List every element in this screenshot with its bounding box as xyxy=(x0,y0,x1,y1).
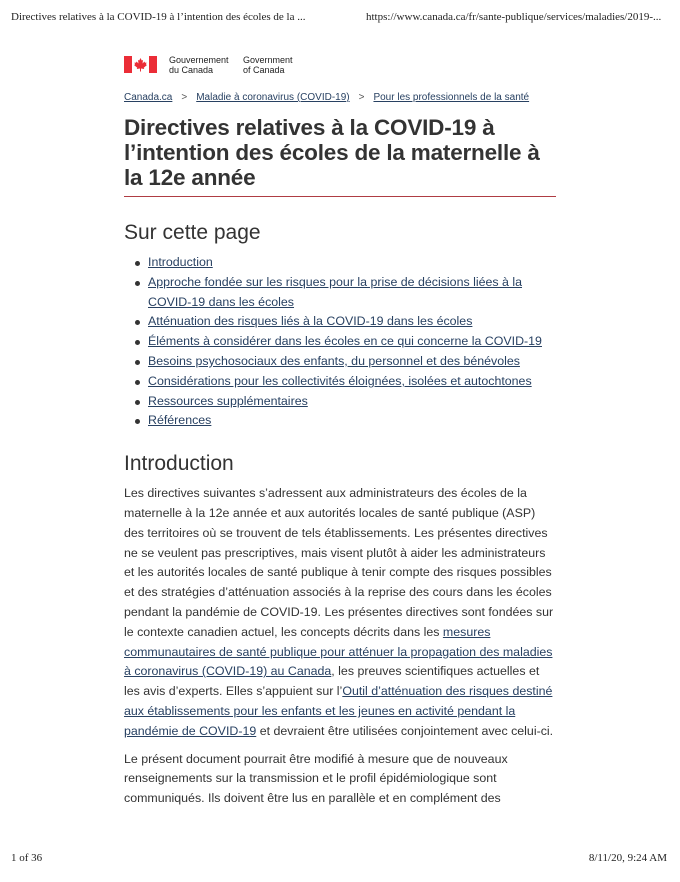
toc-list xyxy=(124,253,556,431)
bullet-icon xyxy=(135,380,140,385)
toc-item xyxy=(124,352,556,372)
bullet-icon xyxy=(135,320,140,325)
bullet-icon xyxy=(135,419,140,424)
breadcrumb xyxy=(124,92,556,106)
print-header xyxy=(0,0,680,30)
bullet-icon xyxy=(135,281,140,286)
toc-item xyxy=(124,273,556,313)
toc-item xyxy=(124,372,556,392)
toc-link-risk-mitigation[interactable]: Atténuation des risques liés à la COVID-19 dans les écoles xyxy=(148,314,473,329)
introduction-heading: Introduction xyxy=(124,452,234,476)
print-header-url: https://www.canada.ca/fr/sante-publique/services/maladies/2019-... xyxy=(366,11,662,23)
toc-link-psychosocial[interactable]: Besoins psychosociaux des enfants, du personnel et des bénévoles xyxy=(148,353,520,368)
signature-fr-line2: du Canada xyxy=(169,65,214,75)
page-content xyxy=(124,52,556,809)
risk-mitigation-tool-link[interactable]: Outil d’atténuation des risques destiné aux établissements pour les enfants et les jeunes en activité pendant la pandémie de COVID-19 xyxy=(124,684,553,738)
print-header-title: Directives relatives à la COVID-19 à l’intention des écoles de la ... xyxy=(11,11,306,23)
breadcrumb-separator: > xyxy=(358,92,365,103)
bullet-icon xyxy=(135,400,140,405)
breadcrumb-link-canada[interactable]: Canada.ca xyxy=(124,92,173,103)
signature-english xyxy=(243,55,293,75)
toc-heading: Sur cette page xyxy=(124,221,261,244)
bullet-icon xyxy=(135,261,140,266)
toc-link-remote-communities[interactable]: Considérations pour les collectivités éloignées, isolées et autochtones xyxy=(148,373,532,388)
toc-link-references[interactable]: Références xyxy=(148,413,212,428)
breadcrumb-separator: > xyxy=(181,92,188,103)
bullet-icon xyxy=(135,340,140,345)
breadcrumb-link-coronavirus[interactable]: Maladie à coronavirus (COVID-19) xyxy=(196,92,350,103)
government-signature[interactable] xyxy=(124,52,556,78)
title-rule xyxy=(124,196,556,197)
community-measures-link[interactable]: mesures communautaires de santé publique pour atténuer la propagation des maladies à coronavirus (COVID-19) au Canada xyxy=(124,624,553,679)
toc-item xyxy=(124,332,556,352)
signature-fr-line1: Gouvernement xyxy=(169,55,229,65)
intro-text-part-2: , les preuves scientifiques actuelles et les avis d’experts. Elles s’appuient sur l’ xyxy=(124,664,540,699)
toc-link-considerations[interactable]: Éléments à considérer dans les écoles en ce qui concerne la COVID-19 xyxy=(148,334,542,349)
toc-link-resources[interactable]: Ressources supplémentaires xyxy=(148,393,308,408)
print-page-number: 1 of 36 xyxy=(11,852,43,864)
signature-en-line1: Government xyxy=(243,55,293,65)
toc-item xyxy=(124,312,556,332)
toc-item xyxy=(124,392,556,412)
intro-text-part-1: Les directives suivantes s’adressent aux administrateurs des écoles de la maternelle à la 12e année et aux autorités locales de santé publique (ASP) des territoires où se trouvent de tels établissements. Les présentes directives ne se veulent pas prescriptives, mais visent plutôt à aider les administrateurs et les autorités locales de santé publique à tenir compte des risques possibles et des stratégies d’atténuation associés à la reprise des cours dans les écoles pendant la pandémie de COVID-19. Les présentes directives sont fondées sur le contexte canadien actuel, les concepts décrits dans les xyxy=(124,486,554,639)
toc-item xyxy=(124,411,556,431)
breadcrumb-link-health-professionals[interactable]: Pour les professionnels de la santé xyxy=(373,92,530,103)
toc-link-introduction[interactable]: Introduction xyxy=(148,255,213,269)
page-title: Directives relatives à la COVID-19 à l’intention des écoles de la maternelle à la 12e année xyxy=(124,115,540,190)
signature-french xyxy=(169,55,229,75)
signature-en-line2: of Canada xyxy=(243,65,285,75)
toc-link-risk-approach[interactable]: Approche fondée sur les risques pour la prise de décisions liées à la COVID-19 dans les écoles xyxy=(148,274,523,309)
canada-flag-icon xyxy=(124,56,157,73)
intro-text-part-3: et devraient être utilisées conjointement avec celui-ci. xyxy=(256,723,554,738)
toc-item xyxy=(124,253,556,273)
print-footer xyxy=(0,848,680,868)
introduction-paragraph-2: Le présent document pourrait être modifié à mesure que de nouveaux renseignements sur la transmission et le profil épidémiologique sont communiqués. Ils doivent être lus en parallèle et en complément des xyxy=(124,751,508,806)
bullet-icon xyxy=(135,360,140,365)
print-datetime: 8/11/20, 9:24 AM xyxy=(588,852,667,864)
introduction-paragraph-1 xyxy=(124,484,556,741)
